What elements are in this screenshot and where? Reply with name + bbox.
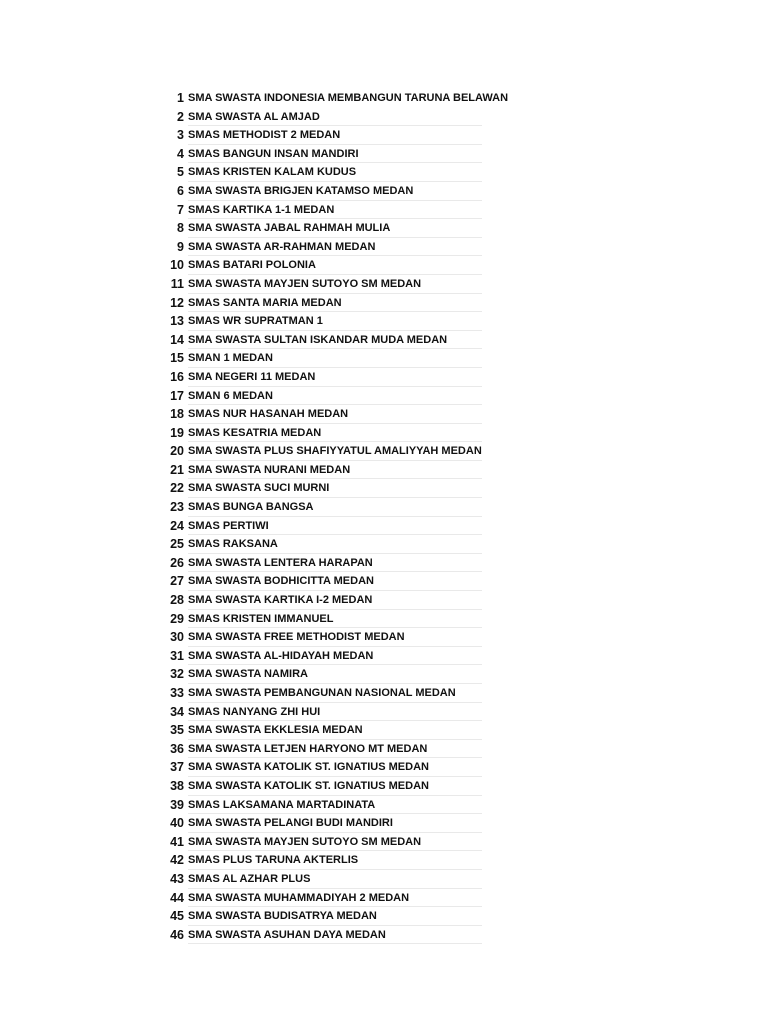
list-item: [0, 814, 768, 833]
list-item: [0, 182, 768, 201]
school-name: SMA SWASTA MUHAMMADIYAH 2 MEDAN: [188, 889, 482, 908]
school-name: SMA SWASTA LENTERA HARAPAN: [188, 554, 482, 573]
list-item: [0, 163, 768, 182]
school-name: SMA SWASTA MAYJEN SUTOYO SM MEDAN: [188, 275, 482, 294]
list-item: [0, 126, 768, 145]
row-number: 2: [177, 109, 184, 124]
list-item: [0, 89, 768, 108]
school-name: SMA SWASTA BODHICITTA MEDAN: [188, 572, 482, 591]
list-item: [0, 312, 768, 331]
school-name: SMA SWASTA JABAL RAHMAH MULIA: [188, 219, 482, 238]
row-number: 35: [170, 723, 184, 738]
list-item: [0, 610, 768, 629]
list-item: [0, 851, 768, 870]
row-number: 24: [170, 518, 184, 533]
row-number: 37: [170, 760, 184, 775]
school-name: SMAS KRISTEN KALAM KUDUS: [188, 163, 482, 182]
school-name: SMAS KRISTEN IMMANUEL: [188, 610, 482, 629]
school-name: SMAN 6 MEDAN: [188, 387, 482, 406]
list-item: [0, 758, 768, 777]
row-number: 25: [170, 537, 184, 552]
list-item: [0, 368, 768, 387]
list-item: [0, 684, 768, 703]
row-number: 20: [170, 444, 184, 459]
row-number: 41: [170, 834, 184, 849]
school-name: SMA SWASTA ASUHAN DAYA MEDAN: [188, 926, 482, 945]
row-number: 4: [177, 146, 184, 161]
row-number: 13: [170, 314, 184, 329]
school-name: SMAS BATARI POLONIA: [188, 256, 482, 275]
row-number: 39: [170, 797, 184, 812]
row-number: 31: [170, 648, 184, 663]
row-number: 42: [170, 853, 184, 868]
row-number: 30: [170, 630, 184, 645]
school-name: SMAS BANGUN INSAN MANDIRI: [188, 145, 482, 164]
row-number: 36: [170, 741, 184, 756]
school-name: SMAS KARTIKA 1-1 MEDAN: [188, 201, 482, 220]
school-name: SMA SWASTA KATOLIK ST. IGNATIUS MEDAN: [188, 758, 482, 777]
school-name: SMA SWASTA NURANI MEDAN: [188, 461, 482, 480]
school-name: SMAS WR SUPRATMAN 1: [188, 312, 482, 331]
school-name: SMA SWASTA KARTIKA I-2 MEDAN: [188, 591, 482, 610]
list-item: [0, 796, 768, 815]
school-name: SMAS LAKSAMANA MARTADINATA: [188, 796, 482, 815]
list-item: [0, 424, 768, 443]
school-name: SMA SWASTA EKKLESIA MEDAN: [188, 721, 482, 740]
school-list: [0, 89, 768, 944]
school-name: SMA SWASTA BRIGJEN KATAMSO MEDAN: [188, 182, 482, 201]
school-name: SMA SWASTA PLUS SHAFIYYATUL AMALIYYAH MEDAN: [188, 442, 482, 461]
list-item: [0, 628, 768, 647]
list-item: [0, 331, 768, 350]
row-number: 33: [170, 686, 184, 700]
row-number: 29: [170, 611, 184, 626]
school-name: SMA SWASTA AL AMJAD: [188, 108, 482, 127]
row-number: 7: [177, 202, 184, 217]
list-item: [0, 238, 768, 257]
school-name: SMAS METHODIST 2 MEDAN: [188, 126, 482, 145]
school-name: SMAS BUNGA BANGSA: [188, 498, 482, 517]
school-name: SMAS RAKSANA: [188, 535, 482, 554]
list-item: [0, 349, 768, 368]
row-number: 16: [170, 369, 184, 384]
list-item: [0, 721, 768, 740]
row-number: 14: [170, 332, 184, 347]
row-number: 32: [170, 667, 184, 682]
row-number: 40: [170, 816, 184, 831]
list-item: [0, 201, 768, 220]
row-number: 8: [177, 221, 184, 236]
row-number: 12: [170, 295, 184, 310]
row-number: 18: [170, 407, 184, 422]
row-number: 44: [170, 890, 184, 905]
list-item: [0, 442, 768, 461]
list-item: [0, 665, 768, 684]
list-item: [0, 777, 768, 796]
school-name: SMAN 1 MEDAN: [188, 349, 482, 368]
list-item: [0, 554, 768, 573]
row-number: 27: [170, 574, 184, 589]
list-item: [0, 145, 768, 164]
list-item: [0, 833, 768, 852]
school-name: SMAS NANYANG ZHI HUI: [188, 703, 482, 722]
row-number: 43: [170, 871, 184, 886]
row-number: 17: [170, 388, 184, 403]
list-item: [0, 498, 768, 517]
list-item: [0, 108, 768, 127]
school-name: SMAS NUR HASANAH MEDAN: [188, 405, 482, 424]
row-number: 10: [170, 258, 184, 273]
school-name: SMA SWASTA SULTAN ISKANDAR MUDA MEDAN: [188, 331, 482, 350]
school-name: SMA SWASTA SUCI MURNI: [188, 479, 482, 498]
row-number: 5: [177, 165, 184, 180]
row-number: 15: [170, 351, 184, 366]
school-name: SMA SWASTA PELANGI BUDI MANDIRI: [188, 814, 482, 833]
list-item: [0, 275, 768, 294]
school-name: SMA NEGERI 11 MEDAN: [188, 368, 482, 387]
list-item: [0, 479, 768, 498]
list-item: [0, 387, 768, 406]
list-item: [0, 591, 768, 610]
row-number: 34: [170, 704, 184, 719]
list-item: [0, 294, 768, 313]
row-number: 19: [170, 425, 184, 440]
school-name: SMA SWASTA FREE METHODIST MEDAN: [188, 628, 482, 647]
list-item: [0, 572, 768, 591]
list-item: [0, 517, 768, 536]
school-name: SMA SWASTA AR-RAHMAN MEDAN: [188, 238, 482, 257]
row-number: 22: [170, 481, 184, 496]
list-item: [0, 256, 768, 275]
row-number: 6: [177, 183, 184, 198]
list-item: [0, 889, 768, 908]
list-item: [0, 870, 768, 889]
list-item: [0, 647, 768, 666]
school-name: SMA SWASTA KATOLIK ST. IGNATIUS MEDAN: [188, 777, 482, 796]
school-name: SMAS PERTIWI: [188, 517, 482, 536]
school-name: SMA SWASTA INDONESIA MEMBANGUN TARUNA BELAWAN: [188, 92, 509, 104]
school-name: SMA SWASTA BUDISATRYA MEDAN: [188, 907, 482, 926]
school-name: SMA SWASTA PEMBANGUNAN NASIONAL MEDAN: [188, 684, 482, 703]
list-item: [0, 703, 768, 722]
school-name: SMA SWASTA AL-HIDAYAH MEDAN: [188, 647, 482, 666]
list-item: [0, 740, 768, 759]
row-number: 23: [170, 500, 184, 515]
school-name: SMAS PLUS TARUNA AKTERLIS: [188, 851, 482, 870]
school-name: SMAS SANTA MARIA MEDAN: [188, 294, 482, 313]
row-number: 28: [170, 593, 184, 608]
list-item: [0, 461, 768, 480]
school-name: SMA SWASTA MAYJEN SUTOYO SM MEDAN: [188, 833, 482, 852]
row-number: 1: [177, 91, 184, 105]
list-item: [0, 405, 768, 424]
list-item: [0, 535, 768, 554]
row-number: 3: [177, 128, 184, 143]
school-name: SMAS AL AZHAR PLUS: [188, 870, 482, 889]
list-item: [0, 907, 768, 926]
row-number: 38: [170, 778, 184, 793]
school-name: SMA SWASTA LETJEN HARYONO MT MEDAN: [188, 740, 482, 759]
list-item: [0, 219, 768, 238]
row-number: 9: [177, 239, 184, 254]
row-number: 46: [170, 927, 184, 942]
row-number: 26: [170, 555, 184, 570]
school-name: SMA SWASTA NAMIRA: [188, 665, 482, 684]
row-number: 21: [170, 462, 184, 477]
list-item: [0, 926, 768, 945]
row-number: 45: [170, 909, 184, 924]
row-number: 11: [170, 276, 184, 291]
school-name: SMAS KESATRIA MEDAN: [188, 424, 482, 443]
